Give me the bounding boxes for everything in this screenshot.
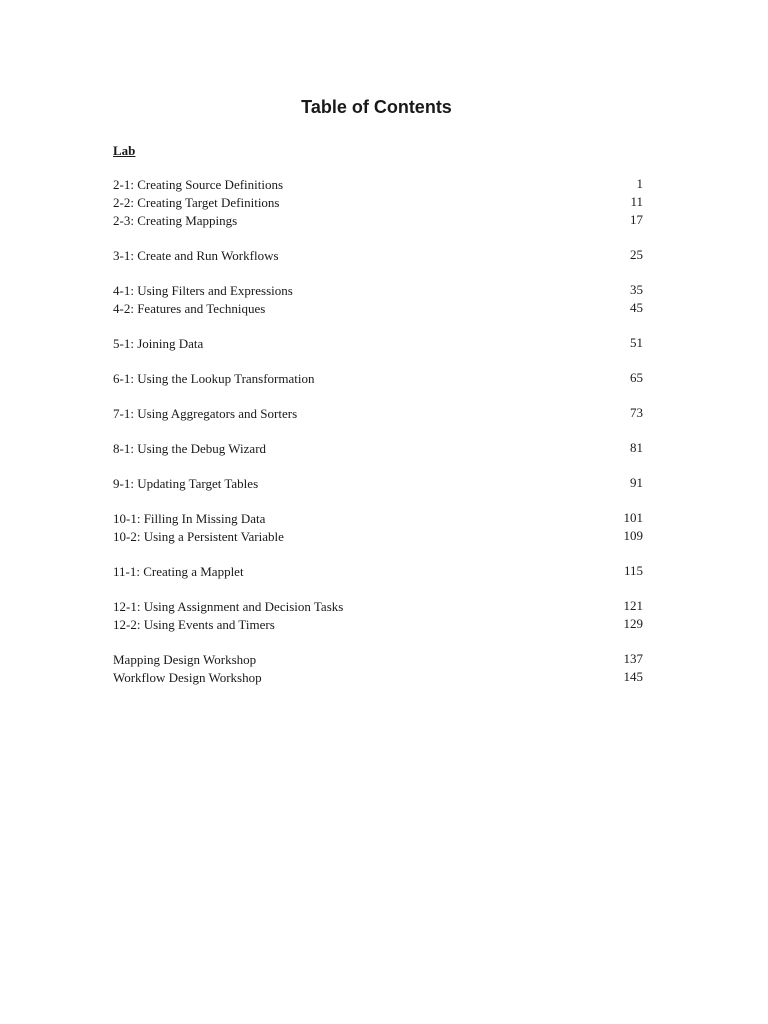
toc-entry-label: 11-1: Creating a Mapplet [113,564,244,579]
toc-entry [113,212,643,230]
toc-entry-label: 2-2: Creating Target Definitions [113,195,280,210]
toc-entry [113,194,643,212]
toc-entry-label: 4-2: Features and Techniques [113,301,266,316]
toc-entry-page-number: 73 [630,405,643,420]
toc-entry [113,440,643,458]
toc-group [113,405,643,423]
toc-entry-page-number: 45 [630,300,643,315]
toc-entry-label: 8-1: Using the Debug Wizard [113,441,267,456]
toc-entry-page-number: 1 [636,176,643,191]
toc-entry [113,282,643,300]
toc-entry-label: 6-1: Using the Lookup Transformation [113,371,315,386]
toc-entry [113,651,643,669]
toc-entry-page-number: 115 [623,563,643,578]
toc-entry-label: 4-1: Using Filters and Expressions [113,283,293,298]
toc-entry-label: 2-1: Creating Source Definitions [113,177,284,192]
toc-group [113,370,643,388]
toc-entry-label: 9-1: Updating Target Tables [113,476,259,491]
toc-entry-page-number: 25 [630,247,643,262]
toc-entry-page-number: 35 [630,282,643,297]
toc-group [113,475,643,493]
toc-entry [113,475,643,493]
toc-group [113,563,643,581]
toc-entry-label: Workflow Design Workshop [113,670,262,685]
toc-entry-page-number: 17 [630,212,643,227]
toc-entry-page-number: 101 [623,510,643,525]
toc-entry-label: 10-2: Using a Persistent Variable [113,529,284,544]
toc-group [113,651,643,687]
toc-entry-label: 12-1: Using Assignment and Decision Tasks [113,599,344,614]
toc-entry-page-number: 65 [630,370,643,385]
toc-entry [113,300,643,318]
toc-group [113,247,643,265]
page-title: Table of Contents [301,97,452,117]
toc-entry-label: 5-1: Joining Data [113,336,204,351]
toc-group [113,335,643,353]
toc-entry-label: 3-1: Create and Run Workflows [113,248,279,263]
toc-entry-page-number: 129 [623,616,643,631]
toc-entry-page-number: 121 [623,598,643,613]
toc-entry [113,616,643,634]
toc-entry-label: 2-3: Creating Mappings [113,213,238,228]
toc-entry-page-number: 145 [623,669,643,684]
toc-entry [113,528,643,546]
toc-entry [113,563,643,581]
toc-entry [113,335,643,353]
toc-entry-page-number: 81 [630,440,643,455]
toc-group [113,440,643,458]
toc-entry [113,176,643,194]
toc-group [113,176,643,230]
toc-group [113,510,643,546]
toc-list [113,176,643,704]
toc-entry-label: 7-1: Using Aggregators and Sorters [113,406,298,421]
toc-entry-page-number: 91 [630,475,643,490]
toc-entry-page-number: 51 [630,335,643,350]
toc-entry-label: 12-2: Using Events and Timers [113,617,275,632]
toc-entry [113,510,643,528]
toc-entry-page-number: 11 [630,194,643,209]
toc-entry-page-number: 137 [623,651,643,666]
toc-group [113,598,643,634]
toc-entry-label: Mapping Design Workshop [113,652,257,667]
toc-entry [113,247,643,265]
section-label: Lab [113,143,136,158]
toc-entry-page-number: 109 [623,528,643,543]
toc-entry [113,598,643,616]
toc-entry-label: 10-1: Filling In Missing Data [113,511,266,526]
toc-entry [113,405,643,423]
toc-group [113,282,643,318]
toc-entry [113,669,643,687]
toc-entry [113,370,643,388]
